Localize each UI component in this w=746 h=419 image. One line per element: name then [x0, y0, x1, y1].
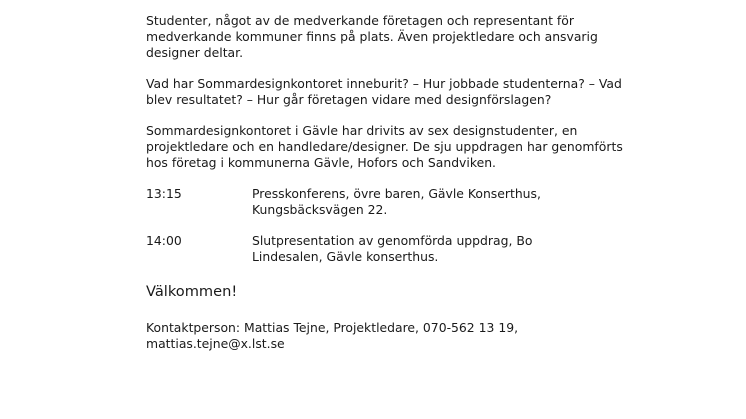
- document-body: [146, 13, 626, 352]
- schedule-description: [252, 186, 626, 218]
- schedule-description-line: Kungsbäcksvägen 22.: [252, 202, 388, 217]
- contact-person-line: Kontaktperson: Mattias Tejne, Projektledare, 070-562 13 19,: [146, 320, 519, 335]
- welcome-heading: Välkommen!: [146, 283, 238, 300]
- intro-paragraph: Studenter, något av de medverkande företagen och representant för medverkande kommuner finns på plats. Även projektledare och ansvarig designer deltar.: [146, 13, 598, 60]
- contact-info: [146, 320, 626, 352]
- questions-paragraph: Vad har Sommardesignkontoret inneburit? – Hur jobbade studenterna? – Vad blev resultatet? – Hur går företagen vidare med designförslagen?: [146, 76, 622, 107]
- schedule-time: 14:00: [146, 233, 182, 248]
- schedule-description-line: Lindesalen, Gävle konserthus.: [252, 249, 439, 264]
- background-paragraph: Sommardesignkontoret i Gävle har drivits av sex designstudenter, en projektledare och en handledare/designer. De sju uppdragen har genomförts hos företag i kommunerna Gävle, Hofors och Sandviken.: [146, 123, 623, 170]
- schedule-item: [146, 186, 626, 218]
- schedule-time: 13:15: [146, 186, 182, 201]
- schedule-item: [146, 233, 626, 265]
- schedule-description: [252, 233, 626, 265]
- schedule-description-line: Presskonferens, övre baren, Gävle Konserthus,: [252, 186, 541, 201]
- contact-email: mattias.tejne@x.lst.se: [146, 336, 285, 351]
- schedule-description-line: Slutpresentation av genomförda uppdrag, Bo: [252, 233, 533, 248]
